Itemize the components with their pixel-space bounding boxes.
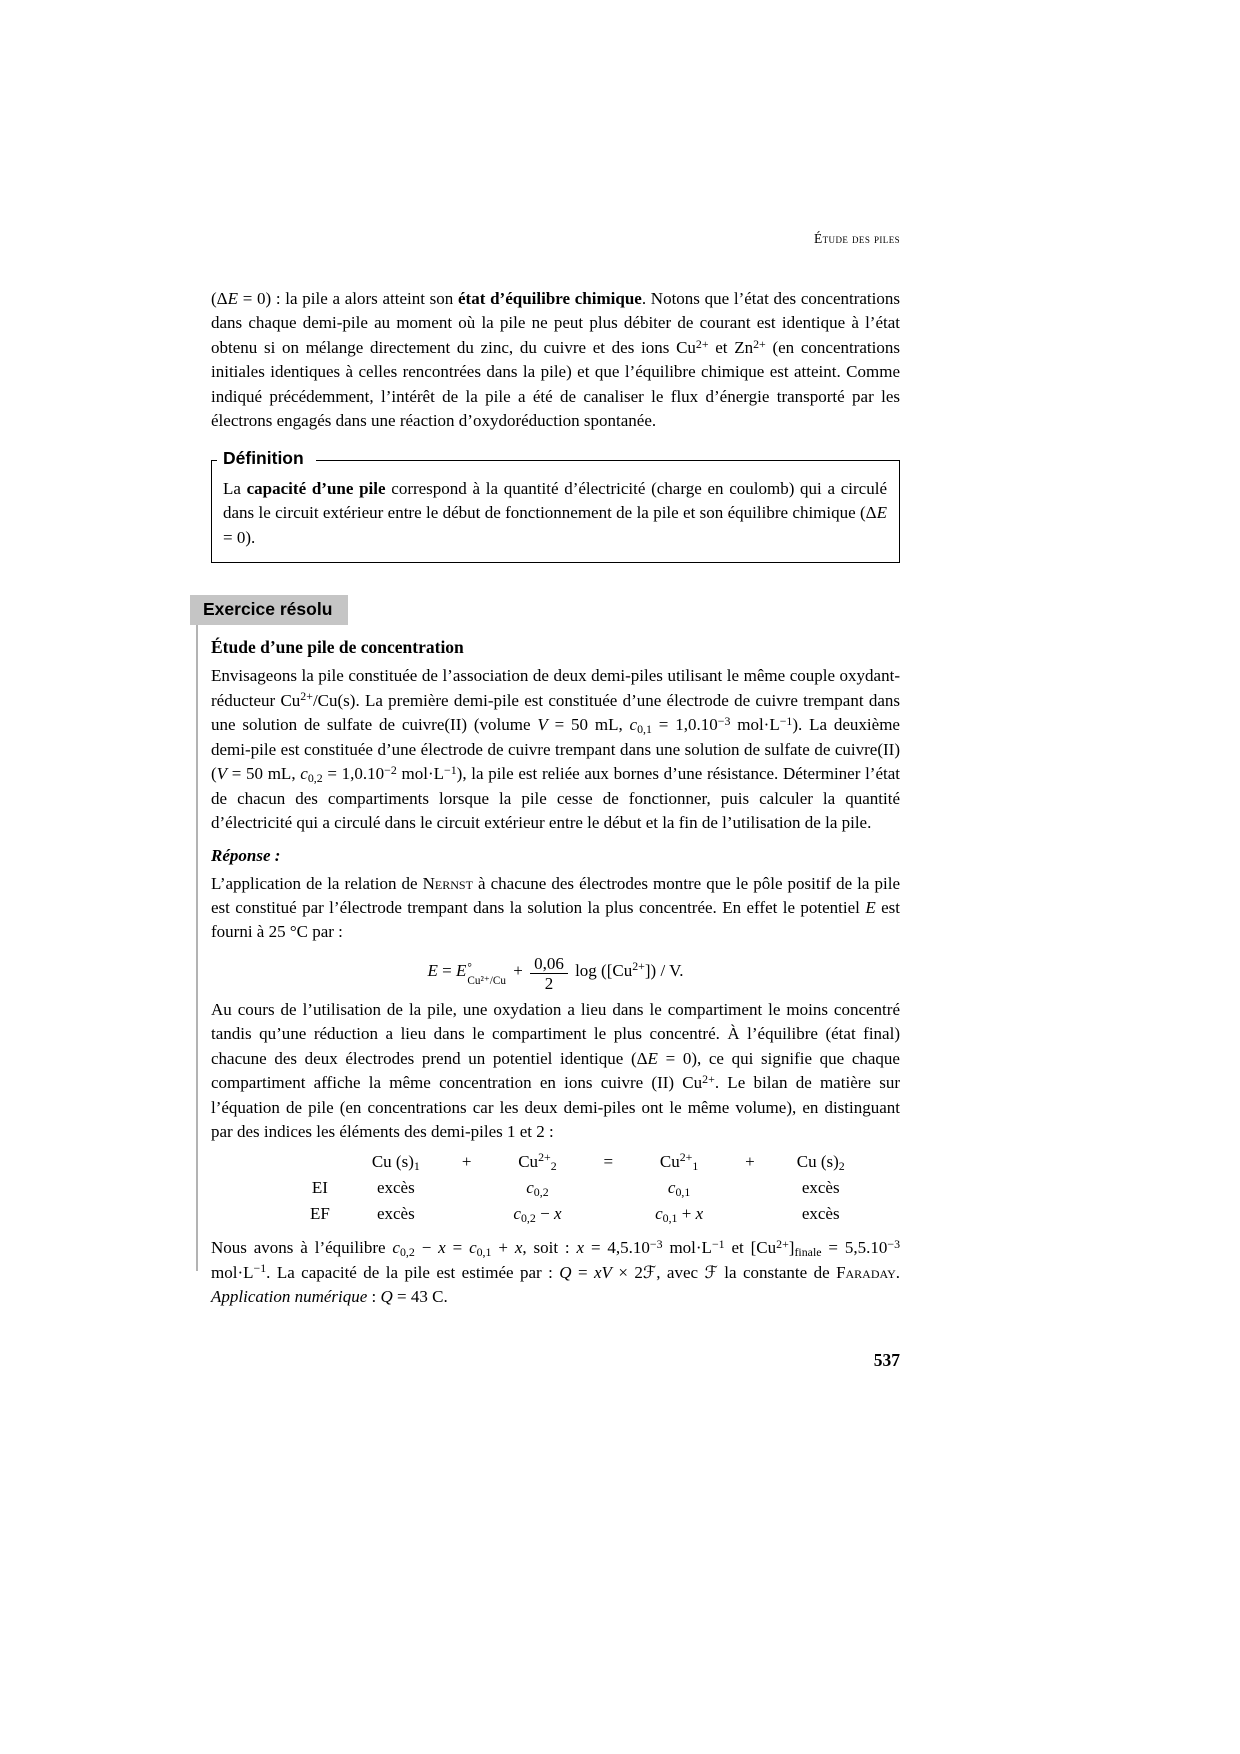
reaction-table [289,1149,866,1227]
nernst-equation: E = E ° Cu²⁺/Cu + $\frac{0,06}{2}$ $\log ([Cu^{2+}])$ / V. [427,953,684,993]
table-cell: c0,2 [526,1177,549,1200]
table-cell: c0,1 + x [655,1204,704,1226]
table-cell: excès [376,1204,415,1224]
exercise-left-rule [196,597,198,1271]
table-cell: + [461,1151,472,1171]
table-cell: c0,2 − x [513,1204,562,1226]
table-cell [441,1201,493,1227]
table-cell: + [745,1151,755,1171]
table-cell [724,1175,776,1201]
table-row [289,1175,866,1201]
table-cell: $Cu^{2+}1$ [659,1150,699,1174]
table-cell [441,1175,493,1201]
table-cell: = [603,1151,614,1171]
table-cell: c0,1 [667,1177,691,1200]
table-cell: excès [376,1177,415,1197]
answer-paragraph-1: L’application de la relation de Nernst à chacune des électrodes montre que le pôle positif de la pile est constitué par l’électrode trempant dans la solution la plus concentrée. En effet le potentiel E est fourni à 25 °C par : [211,873,901,942]
table-cell: Cu (s)1 [371,1151,420,1174]
table-cell [724,1201,776,1227]
definition-box [211,447,900,563]
table-cell: Cu (s)2 [796,1151,845,1174]
table-cell [582,1201,634,1227]
table-row [289,1201,866,1227]
definition-title: Définition [217,448,316,469]
exercise-section [203,595,901,1309]
table-cell: EI [311,1177,328,1197]
table-row [289,1149,866,1175]
running-head: Étude des piles [814,231,900,246]
table-cell: $Cu^{2+}2$ [518,1150,557,1174]
exercise-label: Exercice résolu [190,595,348,625]
table-cell: excès [801,1177,840,1197]
page-number: 537 [873,1350,900,1370]
exercise-title: Étude d’une pile de concentration [211,637,464,658]
table-cell [582,1175,634,1201]
table-cell: EF [310,1204,330,1224]
table-cell [289,1149,351,1175]
table-cell: excès [801,1204,840,1224]
exercise-statement: Envisageons la pile constituée de l’association de deux demi-piles utilisant le même couple oxydant-réducteur $Cu^{2+}/Cu(s)$. La première demi-pile est constituée d’une électrode de cuivre trempant dans une solution de sulfate de cuivre(II) (volume V = 50 mL, $c0,1 = 1,0.10^{-3}$ $mol\cdot L^{-1}$). La deuxième demi-pile est constituée d’une électrode de cuivre trempant dans une solution de sulfate de cuivre(II) (V = 50 mL, $c0,2 = 1,0.10^{-2}$ $mol\cdot L^{-1}$), la pile est reliée aux bornes d’une résistance. Déterminer l’état de chacun des compartiments lorsque la pile cesse de fonctionner, puis calculer la quantité d’électricité qui a circulé dans le circuit extérieur entre le début et la fin de l’utilisation de la pile. [211,666,900,833]
answer-paragraph-2: Au cours de l’utilisation de la pile, une oxydation a lieu dans le compartiment le moins concentré tandis qu’une réduction a lieu dans le compartiment le plus concentré. À l’équilibre (état final) chacune des deux électrodes prend un potentiel identique (ΔE = 0), ce qui signifie que chaque compartiment affiche la même concentration en ions cuivre (II) $Cu^{2+}$. Le bilan de matière sur l’équation de pile (en concentrations car les deux demi-piles ont le même volume), en distinguant par des indices les éléments des demi-piles 1 et 2 : [211,999,900,1142]
intro-paragraph: (ΔE = 0) : la pile a alors atteint son état d’équilibre chimique. Notons que l’état des concentrations dans chaque demi-pile au moment où la pile ne peut plus débiter de courant est identique à l’état obtenu si on mélange directement du zinc, du cuivre et des ions $Cu^{2+}$ et $Zn^{2+}$ (en concentrations initiales identiques à celles rencontrées dans la pile) et que l’équilibre chimique est atteint. Comme indiqué précédemment, l’intérêt de la pile a été de canaliser le flux d’énergie transporté par les électrons engagés dans une réaction d’oxydoréduction spontanée. [211,289,900,431]
reponse-label: Réponse : [211,845,281,865]
definition-body: La capacité d’une pile correspond à la quantité d’électricité (charge en coulomb) qui a circulé dans le circuit extérieur entre le début de fonctionnement de la pile et son équilibre chimique (ΔE = 0). [223,478,887,547]
page-content [203,231,901,1310]
answer-paragraph-3: Nous avons à l’équilibre c0,2 − x = c0,1 + x, soit : $x = 4,5.10^{-3}$ $mol\cdot L^{-1}$ et $[Cu^{2+}]finale = 5,5.10^{-3}$ $mol\cdot L^{-1}$. La capacité de la pile est estimée par : Q = xV × 2ℱ, avec ℱ la constante de Faraday. Application numérique : Q = 43 C. [211,1236,901,1307]
